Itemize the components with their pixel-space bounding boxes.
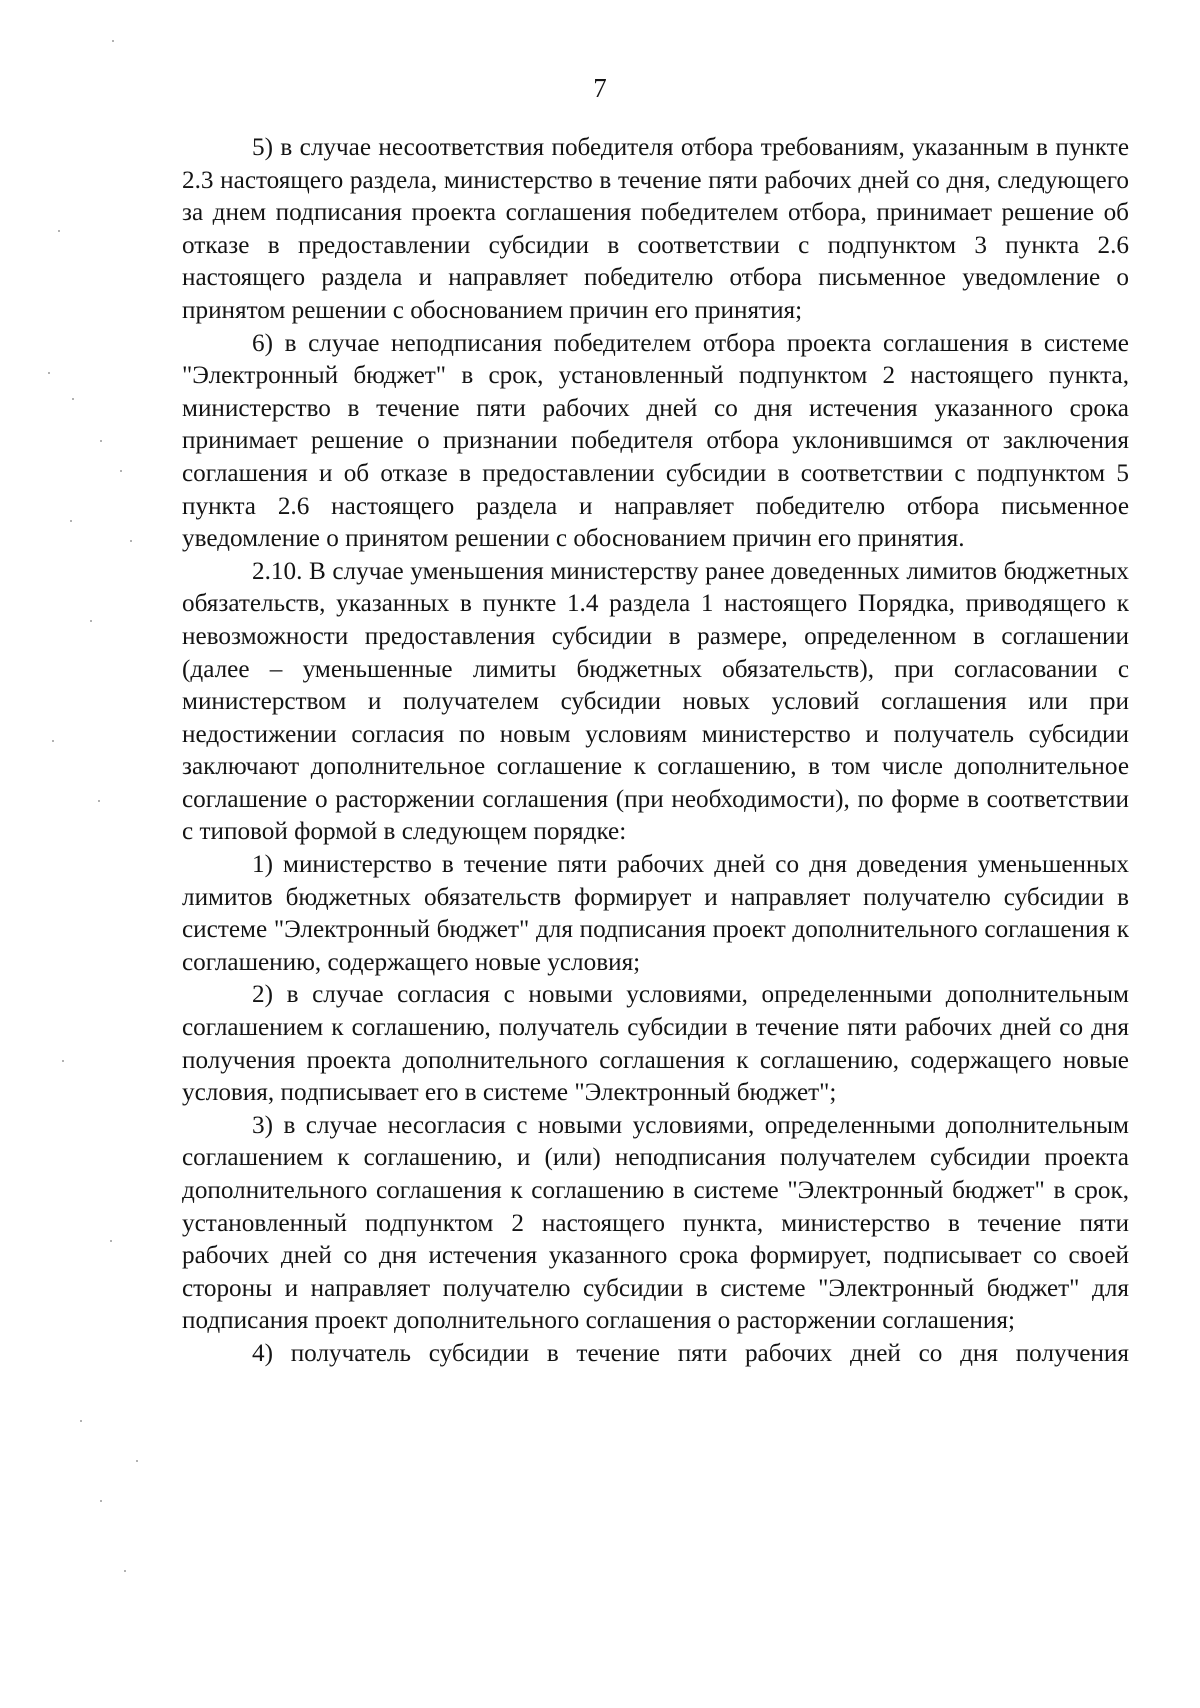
paragraph-clause-2-10: 2.10. В случае уменьшения министерству ранее доведенных лимитов бюджетных обязательств, указанных в пункте 1.4 раздела 1 настоящего Порядка, приводящего к невозможности предоставления субсидии в размере, определенном в соглашении (далее – уменьшенные лимиты бюджетных обязательств), при согласовании с министерством и получателем субсидии новых условий соглашения или при недостижении согласия по новым условиям министерство и получатель субсидии заключают дополнительное соглашение к соглашению, в том числе дополнительное соглашение о расторжении соглашения (при необходимости), по форме в соответствии с типовой формой в следующем порядке: — [182, 557, 1129, 846]
paragraph-subitem-4: 4) получатель субсидии в течение пяти рабочих дней со дня получения — [252, 1339, 1129, 1367]
paragraph-subitem-3: 3) в случае несогласия с новыми условиями, определенными дополнительным соглашением к соглашению, и (или) неподписания получателем субсидии проекта дополнительного соглашения к соглашению в системе "Электронный бюджет" в срок, установленный подпунктом 2 настоящего пункта, министерство в течение пяти рабочих дней со дня истечения указанного срока формирует, подписывает со своей стороны и направляет получателю субсидии в системе "Электронный бюджет" для подписания проект дополнительного соглашения о расторжении соглашения; — [182, 1111, 1129, 1335]
paragraph-subitem-2: 2) в случае согласия с новыми условиями, определенными дополнительным соглашением к соглашению, получатель субсидии в течение пяти рабочих дней со дня получения проекта дополнительного соглашения к соглашению, содержащего новые условия, подписывает его в системе "Электронный бюджет"; — [182, 981, 1129, 1107]
paragraph-subitem-1: 1) министерство в течение пяти рабочих дней со дня доведения уменьшенных лимитов бюджетных обязательств формирует и направляет получателю субсидии в системе "Электронный бюджет" для подписания проект дополнительного соглашения к соглашению, содержащего новые условия; — [182, 851, 1129, 976]
paragraph-item-5: 5) в случае несоответствия победителя отбора требованиям, указанным в пункте 2.3 настоящего раздела, министерство в течение пяти рабочих дней со дня, следующего за днем подписания проекта соглашения победителем отбора, принимает решение об отказе в предоставлении субсидии в соответствии с подпунктом 3 пункта 2.6 настоящего раздела и направляет победителю отбора письменное уведомление о принятом решении с обоснованием причин его принятия; — [182, 134, 1129, 324]
scan-margin-specks — [40, 0, 180, 1708]
page-number: 7 — [593, 73, 607, 103]
paragraph-item-6: 6) в случае неподписания победителем отбора проекта соглашения в системе "Электронный бюджет" в срок, установленный подпунктом 2 настоящего пункта, министерство в течение пяти рабочих дней со дня истечения указанного срока принимает решение о признании победителя отбора уклонившимся от заключения соглашения и об отказе в предоставлении субсидии в соответствии с подпунктом 5 пункта 2.6 настоящего раздела и направляет победителю отбора письменное уведомление о принятом решении с обоснованием причин его принятия. — [182, 329, 1129, 553]
document-body — [182, 132, 1129, 1371]
